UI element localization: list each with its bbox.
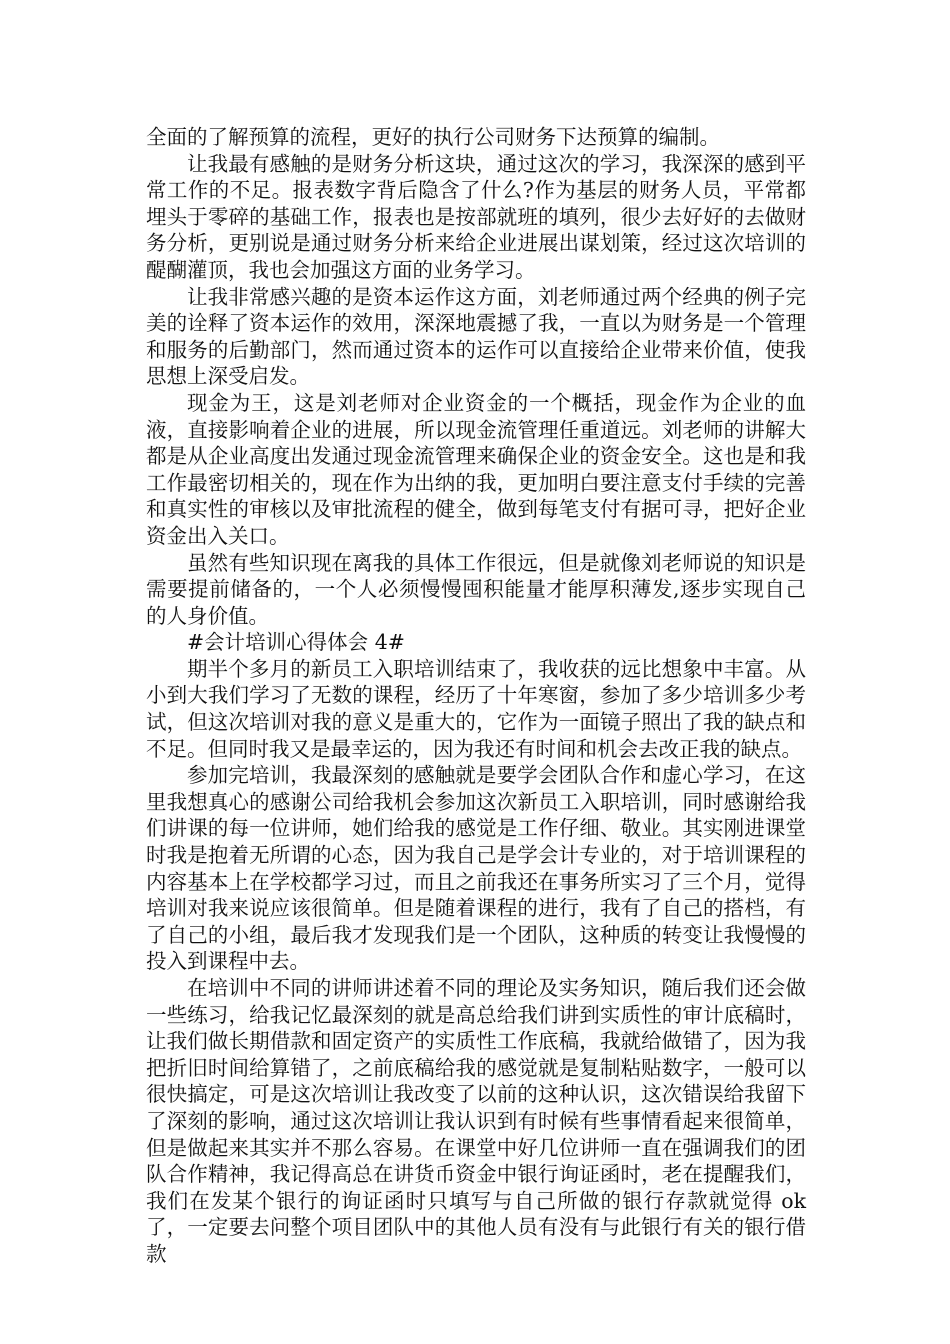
paragraph-cash-management: 现金为王，这是刘老师对企业资金的一个概括，现金作为企业的血液，直接影响着企业的进展，所以现金流管理任重道远。刘老师的讲解大都是从企业高度出发通过现金流管理来确保企业的资金安全。这也是和我工作最密切相关的，现在作为出纳的我，更加明白要注意支付手续的完善和真实性的审核以及审批流程的健全，做到每笔支付有据可寻，把好企业资金出入关口。 (146, 390, 806, 548)
paragraph-financial-analysis: 让我最有感触的是财务分析这块，通过这次的学习，我深深的感到平常工作的不足。报表数字背后隐含了什么?作为基层的财务人员，平常都埋头于零碎的基础工作，报表也是按部就班的填列，很少去好好的去做财务分析，更别说是通过财务分析来给企业进展出谋划策，经过这次培训的醍醐灌顶，我也会加强这方面的业务学习。 (146, 151, 806, 282)
document-page (146, 124, 806, 1268)
paragraph-audit-practice: 在培训中不同的讲师讲述着不同的理论及实务知识，随后我们还会做一些练习，给我记忆最深刻的就是高总给我们讲到实质性的审计底稿时，让我们做长期借款和固定资产的实质性工作底稿，我就给做错了，因为我把折旧时间给算错了，之前底稿给我的感觉就是复制粘贴数字，一般可以很快搞定，可是这次培训让我改变了以前的这种认识，这次错误给我留下了深刻的影响，通过这次培训让我认识到有时候有些事情看起来很简单，但是做起来其实并不那么容易。在课堂中好几位讲师一直在强调我们的团队合作精神，我记得高总在讲货币资金中银行询证函时，老在提醒我们，我们在发某个银行的询证函时只填写与自己所做的银行存款就觉得 ok 了，一定要去问整个项目团队中的其他人员有没有与此银行有关的银行借款 (146, 976, 806, 1266)
paragraph-budget-intro: 全面的了解预算的流程，更好的执行公司财务下达预算的编制。 (146, 125, 720, 149)
paragraph-capital-operation: 让我非常感兴趣的是资本运作这方面，刘老师通过两个经典的例子完美的诠释了资本运作的效用，深深地震撼了我，一直以为财务是一个管理和服务的后勤部门，然而通过资本的运作可以直接给企业带来价值，使我思想上深受启发。 (146, 284, 806, 389)
paragraph-teamwork: 参加完培训，我最深刻的感触就是要学会团队合作和虚心学习，在这里我想真心的感谢公司给我机会参加这次新员工入职培训，同时感谢给我们讲课的每一位讲师，她们给我的感觉是工作仔细、敬业。其实刚进课堂时我是抱着无所谓的心态，因为我自己是学会计专业的，对于培训课程的内容基本上在学校都学习过，而且之前我还在事务所实习了三个月，觉得培训对我来说应该很简单。但是随着课程的进行，我有了自己的搭档，有了自己的小组，最后我才发现我们是一个团队，这种质的转变让我慢慢的投入到课程中去。 (146, 763, 806, 974)
section-heading: #会计培训心得体会 4# (187, 630, 405, 655)
paragraph-training-end: 期半个多月的新员工入职培训结束了，我收获的远比想象中丰富。从小到大我们学习了无数的课程，经历了十年寒窗，参加了多少培训多少考试，但这次培训对我的意义是重大的，它作为一面镜子照出了我的缺点和不足。但同时我又是最幸运的，因为我还有时间和机会去改正我的缺点。 (146, 656, 806, 761)
paragraph-knowledge-reserve: 虽然有些知识现在离我的具体工作很远，但是就像刘老师说的知识是需要提前储备的，一个人必须慢慢囤积能量才能厚积薄发,逐步实现自己的人身价值。 (146, 550, 806, 628)
